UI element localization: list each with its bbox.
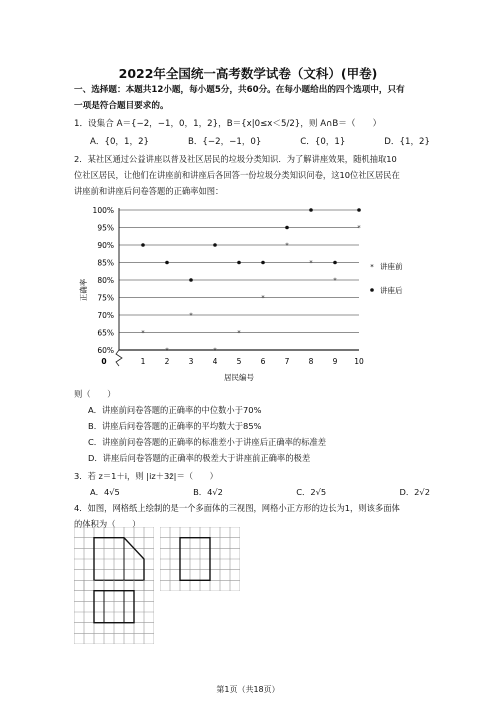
data-point-before: * <box>261 294 265 302</box>
q4-line1: 4．如图，网格纸上绘制的是一个多面体的三视图，网格小正方形的边长为1，则该多面体 <box>74 503 400 513</box>
y-tick-label: 65% <box>97 328 114 338</box>
data-point-before: * <box>213 346 217 355</box>
data-point-after <box>357 208 361 212</box>
q2-option-d: D．讲座后问卷答题的正确率的极差大于讲座前正确率的极差 <box>88 453 311 463</box>
data-point-before: * <box>189 311 193 320</box>
y-tick-label: 90% <box>97 241 114 250</box>
data-point-before: * <box>141 329 145 337</box>
data-point-after <box>165 261 169 265</box>
section-heading <box>74 82 430 114</box>
data-point-after <box>189 278 193 282</box>
q3-option-c: C．2√5 <box>296 487 327 497</box>
q1-option-d: D．{1，2} <box>384 137 430 147</box>
q2-option-a: A．讲座前问卷答题的正确率的中位数小于70% <box>88 405 262 415</box>
q2-line3: 讲座前和讲座后问卷答题的正确率如图： <box>74 186 224 196</box>
q3-option-a: A．4√5 <box>90 487 120 497</box>
data-point-before: * <box>285 241 289 250</box>
legend-marker-after <box>370 288 374 292</box>
question-3-stem: 3．若 z＝1＋i，则 |iz＋3z̄|＝（ ） <box>74 471 218 481</box>
data-point-after <box>285 226 289 230</box>
x-tick-label: 3 <box>188 357 194 366</box>
legend-marker-before: * <box>370 263 374 271</box>
q2-line1: 2．某社区通过公益讲座以普及社区居民的垃圾分类知识．为了解讲座效果，随机抽取10 <box>74 154 397 164</box>
top-view-grid <box>74 580 154 644</box>
x-tick-label: 1 <box>140 357 146 366</box>
x-tick-label: 2 <box>164 357 170 366</box>
data-point-after <box>213 243 217 247</box>
data-point-before: * <box>237 329 241 337</box>
y-tick-label: 95% <box>97 223 114 233</box>
page-title: 2022年全国统一高考数学试卷（文科）(甲卷) <box>118 66 378 81</box>
y-axis-label: 正确率 <box>79 278 88 302</box>
data-point-before: * <box>165 346 169 355</box>
x-tick-label: 6 <box>260 357 266 366</box>
q2-option-b: B．讲座后问卷答题的正确率的平均数大于85% <box>88 421 262 431</box>
question-2-after: 则（ ） <box>74 389 116 399</box>
q1-option-a: A．{0，1，2} <box>90 137 149 147</box>
data-point-after <box>261 261 265 265</box>
x-tick-label: 10 <box>354 357 364 366</box>
q2-line2: 位社区居民，让他们在讲座前和讲座后各回答一份垃圾分类知识问卷，这10位社区居民在 <box>74 170 400 180</box>
x-tick-label: 0 <box>101 357 107 366</box>
question-2-options <box>74 402 444 466</box>
section-heading-line1: 一、选择题：本题共12小题，每小题5分，共60分。在每小题给出的四个选项中，只有 <box>74 85 405 95</box>
data-point-after <box>237 261 241 265</box>
legend-label: 讲座前 <box>380 262 403 271</box>
x-tick-label: 7 <box>284 357 290 366</box>
x-tick-label: 4 <box>212 357 218 366</box>
scatter-chart <box>74 200 430 390</box>
question-2-stem <box>74 151 430 199</box>
question-1-options <box>90 135 430 147</box>
side-view-grid <box>160 527 240 591</box>
x-axis-label: 居民编号 <box>224 373 254 382</box>
q4-line2: 的体积为（ ） <box>74 519 141 529</box>
data-point-after <box>141 243 145 247</box>
q1-option-b: B．{−2，−1，0} <box>187 137 262 147</box>
axis-break <box>116 350 122 366</box>
data-point-before: * <box>309 259 313 267</box>
q3-option-b: B．4√2 <box>193 487 223 497</box>
q1-option-c: C．{0，1} <box>300 137 346 147</box>
y-tick-label: 100% <box>92 206 114 215</box>
data-point-before: * <box>333 276 337 285</box>
q3-option-d: D．2√2 <box>399 487 430 497</box>
y-tick-label: 80% <box>97 276 114 285</box>
y-tick-label: 75% <box>97 293 114 303</box>
section-heading-line2: 一项是符合题目要求的。 <box>74 101 169 111</box>
y-tick-label: 60% <box>97 346 114 355</box>
legend-label: 讲座后 <box>380 286 403 295</box>
data-point-before: * <box>357 224 361 232</box>
page-footer: 第1页（共18页） <box>216 685 280 694</box>
x-tick-label: 9 <box>332 357 338 366</box>
data-point-after <box>333 261 337 265</box>
y-tick-label: 70% <box>97 311 114 320</box>
y-tick-label: 85% <box>97 258 114 268</box>
q2-option-c: C．讲座前问卷答题的正确率的标准差小于讲座后正确率的标准差 <box>88 437 327 447</box>
question-3-options <box>90 484 430 500</box>
x-tick-label: 8 <box>308 357 314 366</box>
question-1-stem: 1．设集合 A＝{−2，−1，0，1，2}，B＝{x|0≤x＜5/2}，则 A∩B＝（ ） <box>74 119 382 129</box>
x-tick-label: 5 <box>236 357 242 366</box>
data-point-after <box>309 208 313 212</box>
